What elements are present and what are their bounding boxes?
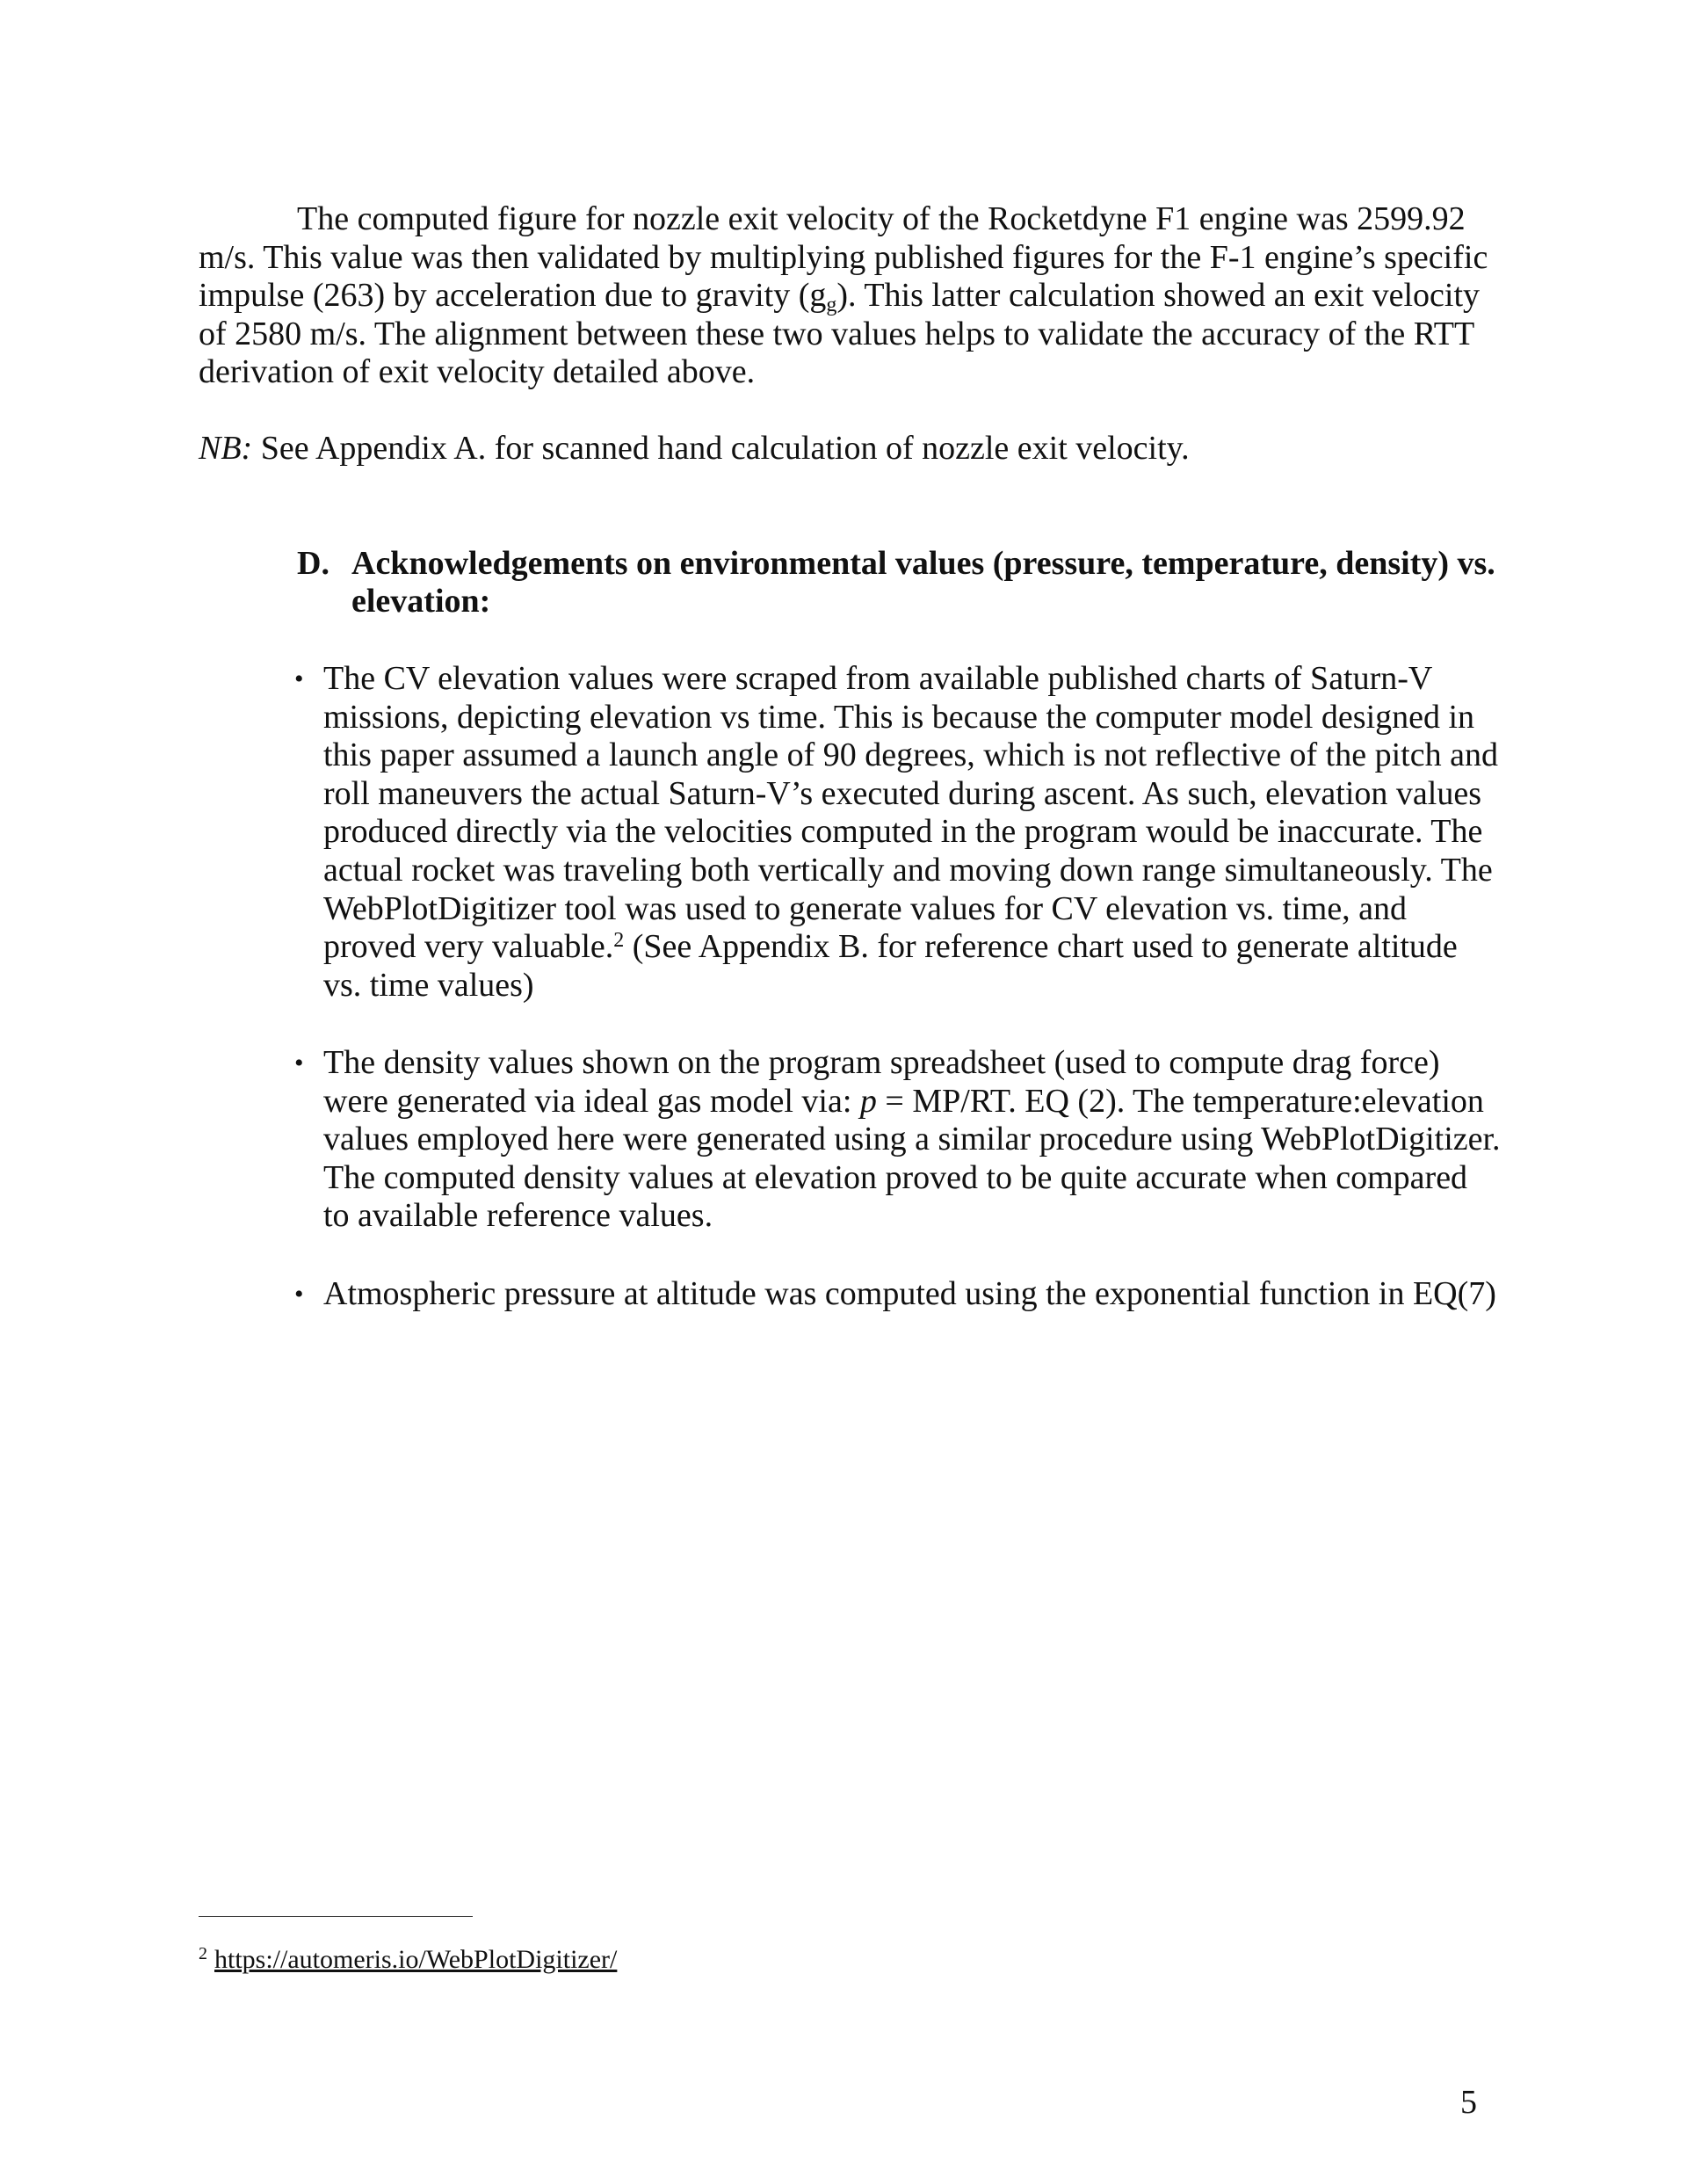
footnote xyxy=(199,1944,617,1976)
footnote-link[interactable]: https://automeris.io/WebPlotDigitizer/ xyxy=(214,1945,618,1974)
nb-note xyxy=(199,429,1190,468)
bullet-text: Atmospheric pressure at altitude was computed using the exponential function in EQ(7) xyxy=(323,1275,1496,1312)
paragraph-exit-velocity xyxy=(199,200,1490,392)
section-heading xyxy=(297,545,1510,620)
bullet-item-density xyxy=(294,1044,1501,1236)
density-symbol: p xyxy=(859,1082,877,1120)
nb-label: NB: xyxy=(199,430,253,467)
nb-text: See Appendix A. for scanned hand calculation of nozzle exit velocity. xyxy=(252,430,1190,467)
footnote-reference[interactable]: 2 xyxy=(613,929,625,953)
bullet-text-part2: (See Appendix B. for reference chart used to generate altitude vs. time values) xyxy=(323,928,1458,1004)
bullet-text-part1: The density values shown on the program spreadsheet (used to compute drag force) were generated via ideal gas model via: xyxy=(323,1044,1440,1120)
bullet-dot-icon: • xyxy=(294,664,304,693)
bullet-dot-icon: • xyxy=(294,1048,304,1077)
bullet-text-part1: The CV elevation values were scraped from available published charts of Saturn-V missions, depicting elevation vs time. This is because the computer model designed in this paper assumed a launch angle of 90 degrees, which is not reflective of the pitch and roll maneuvers the actual Saturn-V’s executed during ascent. As such, elevation values produced directly via the velocities computed in the program would be inaccurate. The actual rocket was traveling both vertically and moving down range simultaneously. The WebPlotDigitizer tool was used to generate values for CV elevation vs. time, and proved very valuable. xyxy=(323,660,1498,966)
footnote-divider xyxy=(199,1916,473,1917)
paragraph-text-part1: The computed figure for nozzle exit velocity of the Rocketdyne F1 engine was 2599.92 m/s. This value was then validated by multiplying published figures for the F-1 engine’s specific impulse (263) by acceleration due to gravity (g xyxy=(199,200,1488,315)
section-letter: D. xyxy=(297,545,329,582)
footnote-marker: 2 xyxy=(199,1944,207,1963)
bullet-text-part2: = MP/RT. EQ (2). The temperature:elevation values employed here were generated using a similar procedure using WebPlotDigitizer. The computed density values at elevation proved to be quite accurate when compared to available reference values. xyxy=(323,1082,1501,1235)
bullet-item-elevation xyxy=(294,660,1501,1005)
bullet-item-pressure xyxy=(294,1275,1501,1314)
gravity-subscript: g xyxy=(826,294,837,317)
section-title: Acknowledgements on environmental values (pressure, temperature, density) vs. elevation: xyxy=(351,545,1495,620)
page-number: 5 xyxy=(1460,2084,1477,2121)
bullet-dot-icon: • xyxy=(294,1280,304,1309)
paragraph-text-part2: ). This latter calculation showed an exit velocity of 2580 m/s. The alignment between these two values helps to validate the accuracy of the RTT derivation of exit velocity detailed above. xyxy=(199,277,1481,391)
